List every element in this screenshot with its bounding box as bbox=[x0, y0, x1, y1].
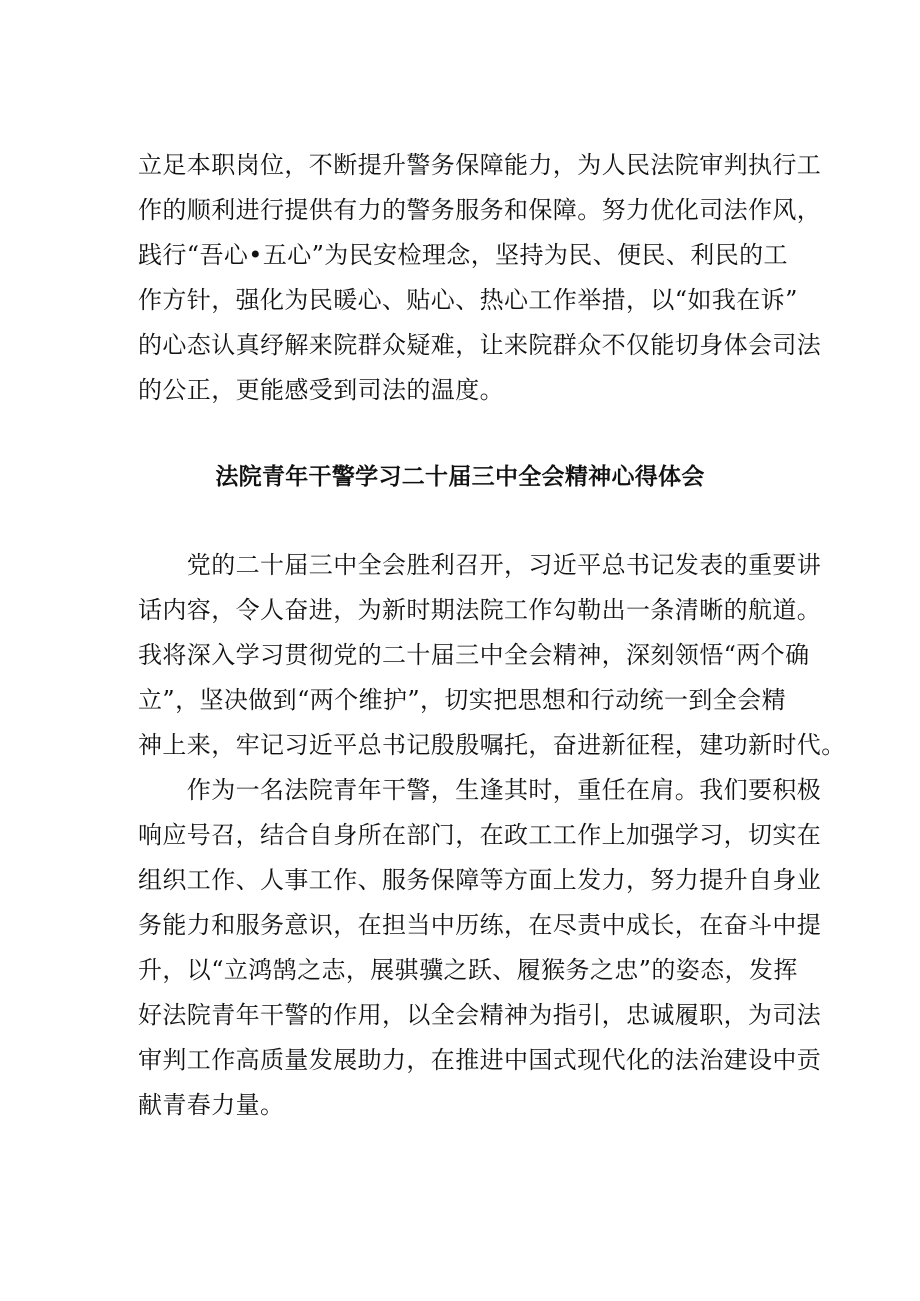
text-line: 升，以“立鸿鹄之志，展骐骥之跃、履猴务之忠”的姿态，发挥 bbox=[138, 956, 798, 984]
text-line: 组织工作、人事工作、服务保障等方面上发力，努力提升自身业 bbox=[138, 866, 822, 894]
text-line: 作方针，强化为民暖心、贴心、热心工作举措，以“如我在诉” bbox=[138, 286, 798, 314]
article-heading: 法院青年干警学习二十届三中全会精神心得体会 bbox=[215, 464, 705, 490]
text-line: 好法院青年干警的作用，以全会精神为指引，忠诚履职，为司法 bbox=[138, 1001, 822, 1029]
text-line: 立”，坚决做到“两个维护”，切实把思想和行动统一到全会精 bbox=[138, 686, 787, 714]
text-line: 神上来，牢记习近平总书记殷殷嘱托，奋进新征程，建功新时代。 bbox=[138, 731, 846, 759]
text-line: 献青春力量。 bbox=[138, 1091, 285, 1119]
text-line: 作为一名法院青年干警，生逢其时，重任在肩。我们要积极 bbox=[138, 776, 822, 804]
article-body bbox=[138, 543, 846, 1128]
text-line: 务能力和服务意识，在担当中历练，在尽责中成长，在奋斗中提 bbox=[138, 911, 822, 939]
text-line: 践行“吾心•五心”为民安检理念，坚持为民、便民、利民的工 bbox=[138, 241, 788, 269]
text-line: 我将深入学习贯彻党的二十届三中全会精神，深刻领悟“两个确 bbox=[138, 641, 810, 669]
text-line: 的心态认真纾解来院群众疑难，让来院群众不仅能切身体会司法 bbox=[138, 331, 822, 359]
text-line: 作的顺利进行提供有力的警务服务和保障。努力优化司法作风， bbox=[138, 196, 822, 224]
text-line: 立足本职岗位，不断提升警务保障能力，为人民法院审判执行工 bbox=[138, 151, 822, 179]
text-line: 话内容，令人奋进，为新时期法院工作勾勒出一条清晰的航道。 bbox=[138, 596, 822, 624]
text-line: 响应号召，结合自身所在部门，在政工工作上加强学习，切实在 bbox=[138, 821, 822, 849]
text-line: 审判工作高质量发展助力，在推进中国式现代化的法治建设中贡 bbox=[138, 1046, 822, 1074]
continuation-paragraph bbox=[138, 143, 822, 413]
text-line: 的公正，更能感受到司法的温度。 bbox=[138, 376, 504, 404]
text-line: 党的二十届三中全会胜利召开，习近平总书记发表的重要讲 bbox=[138, 551, 822, 579]
